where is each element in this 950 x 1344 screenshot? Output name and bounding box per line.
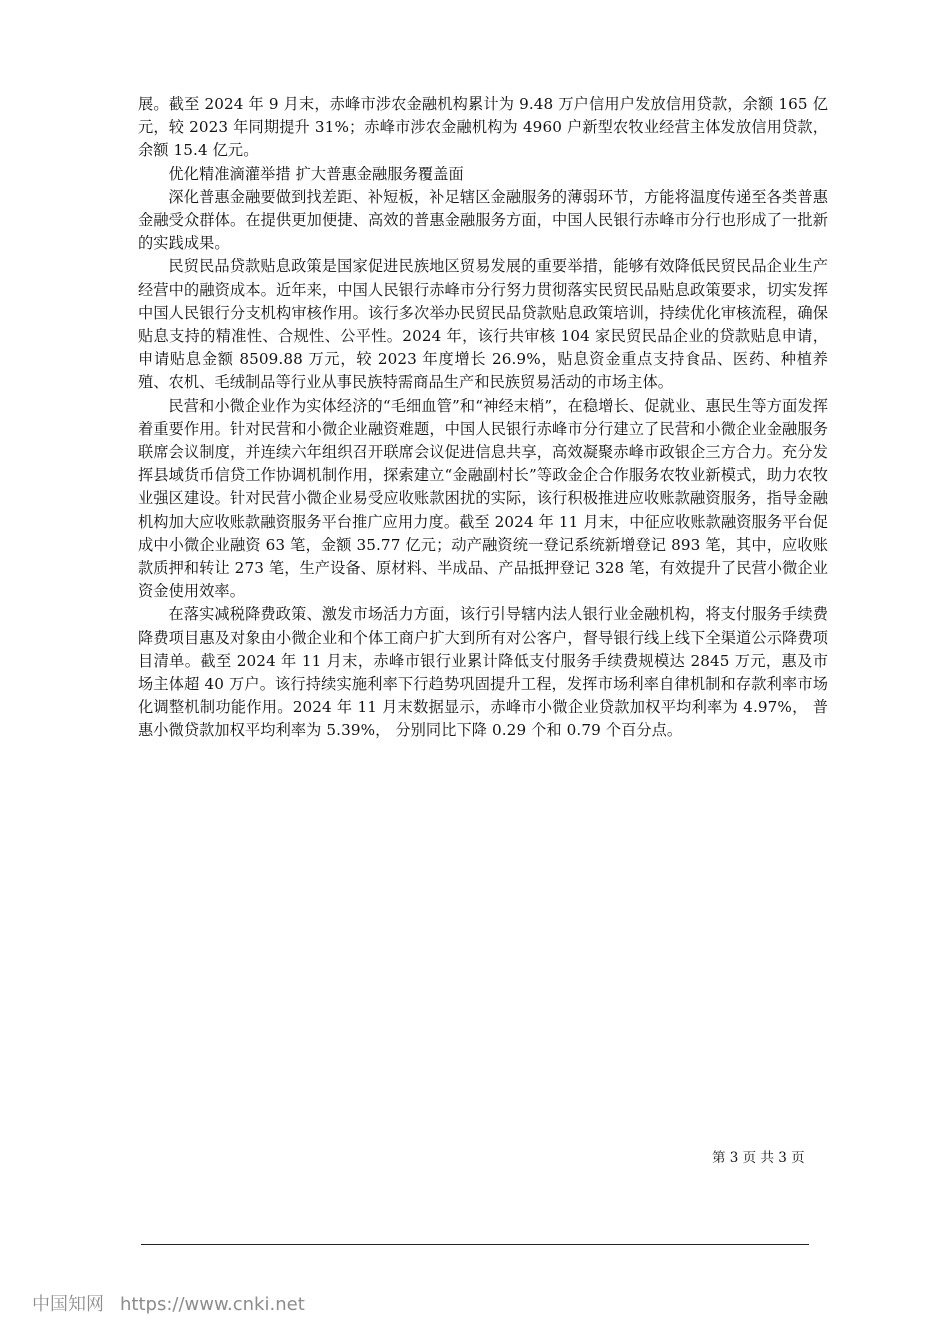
paragraph-private-small-enterprise: 民营和小微企业作为实体经济的“毛细血管”和“神经末梢”，在稳增长、促就业、惠民生等方面发挥着重要作用。针对民营和小微企业融资难题，中国人民银行赤峰市分行建立了民营和小微企业金融服务联席会议制度，并连续六年组织召开联席会议促进信息共享，高效凝聚赤峰市政银企三方合力。充分发挥县域货币信贷工作协调机制作用，探索建立“金融副村长”等政金企合作服务农牧业新模式，助力农牧业强区建设。针对民营小微企业易受应收账款困扰的实际，该行积极推进应收账款融资服务，指导金融机构加大应收账款融资服务平台推广应用力度。截至 2024 年 11 月末，中征应收账款融资服务平台促成中小微企业融资 63 笔，金额 35.77 亿元；动产融资统一登记系统新增登记 893 笔，其中，应收账款质押和转让 273 笔，生产设备、原材料、半成品、产品抵押登记 328 笔，有效提升了民营小微企业资金使用效率。	[138, 396, 828, 601]
paragraph-ethnic-trade-subsidy: 民贸民品贷款贴息政策是国家促进民族地区贸易发展的重要举措，能够有效降低民贸民品企业生产经营中的融资成本。近年来，中国人民银行赤峰市分行努力贯彻落实民贸民品贴息政策要求，切实发挥中国人民银行分支机构审核作用。该行多次举办民贸民品贷款贴息政策培训，持续优化审核流程，确保贴息支持的精准性、合规性、公平性。2024 年，该行共审核 104 家民贸民品企业的贷款贴息申请，申请贴息金额 8509.88 万元，较 2023 年度增长 26.9%，贴息资金重点支持食品、医药、种植养殖、农机、毛绒制品等行业从事民族特需商品生产和民族贸易活动的市场主体。	[138, 257, 828, 392]
paragraph-inclusive-finance: 深化普惠金融要做到找差距、补短板，补足辖区金融服务的薄弱环节，方能将温度传递至各类普惠金融受众群体。在提供更加便捷、高效的普惠金融服务方面，中国人民银行赤峰市分行也形成了一批新的实践成果。	[138, 187, 828, 253]
watermark-url: https://www.cnki.net	[120, 1294, 305, 1315]
footer-divider	[141, 1244, 809, 1245]
document-body	[138, 93, 828, 743]
page-number: 第 3 页 共 3 页	[712, 1150, 805, 1166]
paragraph-fee-reduction: 在落实减税降费政策、激发市场活力方面，该行引导辖内法人银行业金融机构，将支付服务手续费降费项目惠及对象由小微企业和个体工商户扩大到所有对公客户，督导银行线上线下全渠道公示降费项目清单。截至 2024 年 11 月末，赤峰市银行业累计降低支付服务手续费规模达 2845 万元，惠及市场主体超 40 万户。该行持续实施利率下行趋势巩固提升工程，发挥市场利率自律机制和存款利率市场化调整机制功能作用。2024 年 11 月末数据显示，赤峰市小微企业贷款加权平均利率为 4.97%， 普惠小微贷款加权平均利率为 5.39%， 分别同比下降 0.29 个和 0.79 个百分点。	[138, 605, 828, 740]
cnki-watermark	[32, 1293, 305, 1317]
watermark-brand: 中国知网	[32, 1294, 104, 1315]
paragraph-credit-loans: 展。截至 2024 年 9 月末，赤峰市涉农金融机构累计为 9.48 万户信用户发放信用贷款，余额 165 亿元，较 2023 年同期提升 31%；赤峰市涉农金融机构为 4960 户新型农牧业经营主体发放信用贷款，余额 15.4 亿元。	[138, 95, 828, 160]
section-heading: 优化精准滴灌举措 扩大普惠金融服务覆盖面	[168, 164, 464, 183]
